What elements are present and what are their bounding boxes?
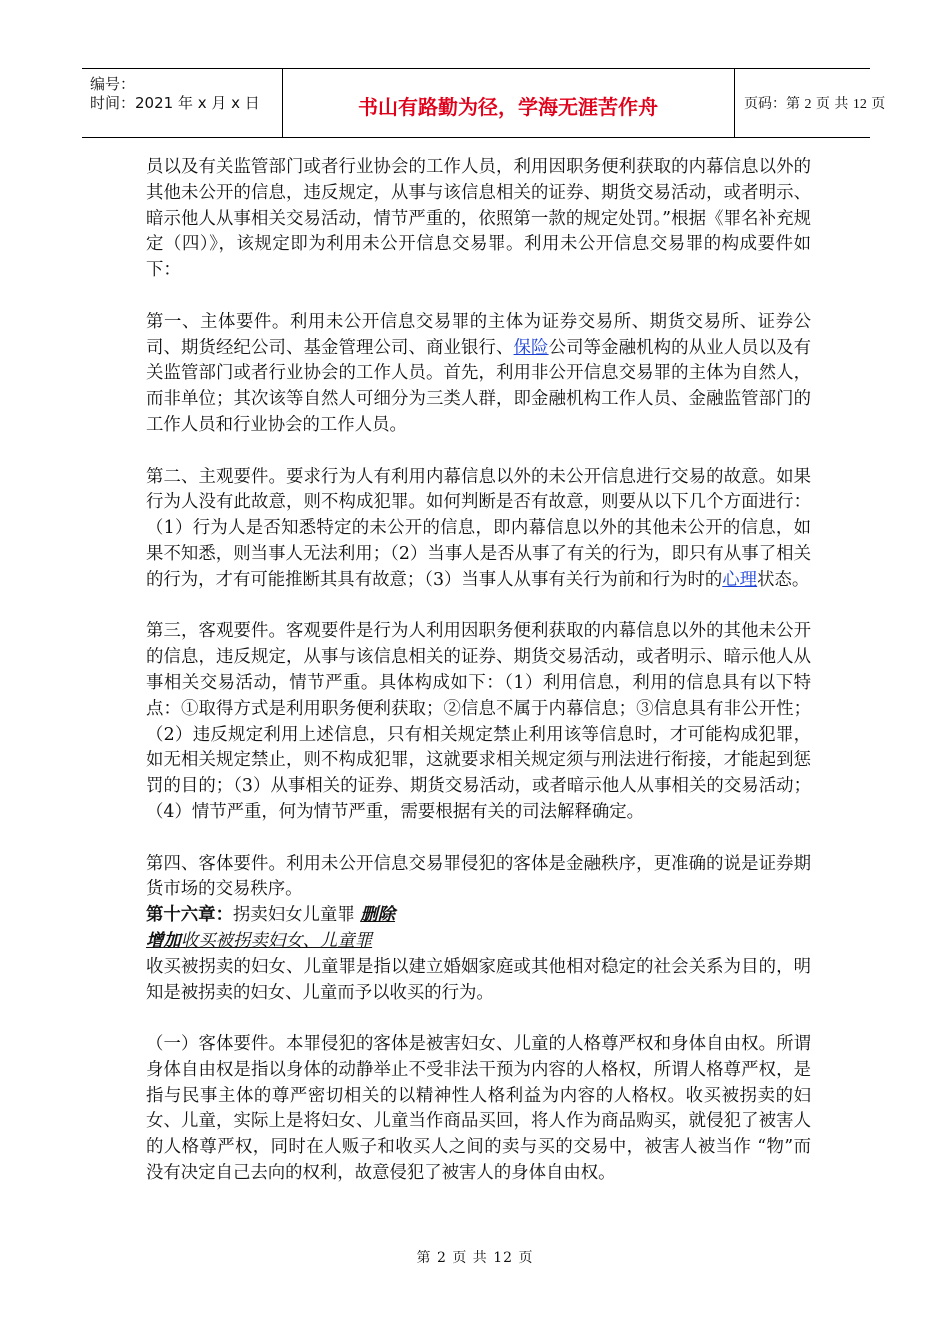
footer-prefix: 第 [416, 1250, 432, 1266]
link-insurance[interactable]: 保险 [513, 337, 549, 358]
add-mark: 增加 [146, 930, 181, 951]
paragraph-subject-text-b: 公司等金融机构的从业人员以及有关监管部门或者行业协会的工作人员。首先，利用非公开信息交易罪的主体为自然人，而非单位；其次该等自然人可细分为三类人群，即金融机构工作人员、金融监管部门的工作人员和行业协会的工作人员。 [146, 337, 811, 435]
page-prefix: 页码：第 [744, 96, 800, 112]
document-number-label: 编号： [90, 75, 136, 93]
footer-suffix: 页 [518, 1250, 534, 1266]
page-mid: 页 共 [815, 96, 849, 112]
header-motto: 书山有路勤为径，学海无涯苦作舟 [358, 95, 658, 119]
footer-current: 2 [436, 1250, 447, 1266]
footer-total: 12 [493, 1250, 514, 1266]
link-psychology[interactable]: 心理 [722, 569, 758, 590]
page-footer [0, 1247, 950, 1267]
header-page-number [744, 93, 885, 113]
paragraph-subjective-text-b: 状态。 [757, 569, 810, 590]
page-suffix: 页 [871, 96, 886, 112]
paragraph-object-element: （一）客体要件。本罪侵犯的客体是被害妇女、儿童的人格尊严权和身体自由权。所谓身体自由权是指以身体的动静举止不受非法干预为内容的人格权，所谓人格尊严权，是指与民事主体的尊严密切相关的以精神性人格利益为内容的人格权。收买被拐卖的妇女、儿童，实际上是将妇女、儿童当作商品买回，将人作为商品购买，就侵犯了被害人的人格尊严权，同时在人贩子和收买人之间的卖与买的交易中，被害人被当作 “物”而没有决定自己去向的权利，故意侵犯了被害人的身体自由权。 [146, 1034, 811, 1184]
page-total: 12 [852, 97, 867, 112]
header-table [82, 68, 886, 138]
header-page-cell [734, 69, 886, 137]
paragraph-subject-text-a: 第一、主体要件。利用未公开信息交易罪的主体为证券交易所、期货交易所、证券公司、期货经纪公司、基金管理公司、商业银行、 [146, 311, 811, 358]
paragraph-subjective [146, 465, 811, 594]
paragraph-subjective-text-a: 第二、主观要件。要求行为人有利用内幕信息以外的未公开信息进行交易的故意。如果行为人没有此故意，则不构成犯罪。如何判断是否有故意，则要从以下几个方面进行：（1）行为人是否知悉特定的未公开的信息，即内幕信息以外的其他未公开的信息，如果不知悉，则当事人无法利用；（2）当事人是否从事了有关的行为，即只有从事了相关的行为，才有可能推断其具有故意；（3）当事人从事有关行为前和行为时的 [146, 466, 811, 590]
chapter-delete-mark: 删除 [360, 905, 396, 926]
paragraph-definition: 收买被拐卖的妇女、儿童罪是指以建立婚姻家庭或其他相对稳定的社会关系为目的，明知是被拐卖的妇女、儿童而予以收买的行为。 [146, 956, 811, 1003]
header-left-cell [82, 69, 283, 137]
paragraph-subject [146, 310, 811, 439]
chapter-title: 拐卖妇女儿童罪 [232, 905, 355, 926]
document-body [146, 155, 811, 1187]
chapter-heading [146, 903, 811, 929]
footer-mid: 页 共 [452, 1250, 488, 1266]
paragraph-object: 第四、客体要件。利用未公开信息交易罪侵犯的客体是金融秩序，更准确的说是证券期货市场的交易秩序。 [146, 853, 811, 900]
chapter-add-line [146, 929, 811, 955]
header-motto-cell [282, 69, 735, 137]
added-crime-title: 收买被拐卖妇女、儿童罪 [180, 930, 373, 951]
paragraph-1: 员以及有关监管部门或者行业协会的工作人员，利用因职务便利获取的内幕信息以外的其他未公开的信息，违反规定，从事与该信息相关的证券、期货交易活动，或者明示、暗示他人从事相关交易活动，情节严重的，依照第一款的规定处罚。”根据《罪名补充规定（四）》，该规定即为利用未公开信息交易罪。利用未公开信息交易罪的构成要件如下： [146, 157, 811, 281]
document-time-label: 时间：2021 年 x 月 x 日 [90, 94, 260, 112]
chapter-number: 第十六章： [146, 905, 233, 926]
paragraph-objective: 第三，客观要件。客观要件是行为人利用因职务便利获取的内幕信息以外的其他未公开的信息，违反规定，从事与该信息相关的证券、期货交易活动，或者明示、暗示他人从事相关交易活动，情节严重。具体构成如下：（1）利用信息，利用的信息具有以下特点：①取得方式是利用职务便利获取；②信息不属于内幕信息；③信息具有非公开性；（2）违反规定利用上述信息，只有相关规定禁止利用该等信息时，才可能构成犯罪，如无相关规定禁止，则不构成犯罪，这就要求相关规定须与刑法进行衔接，才能起到惩罚的目的；（3）从事相关的证券、期货交易活动，或者暗示他人从事相关的交易活动；（4）情节严重，何为情节严重，需要根据有关的司法解释确定。 [146, 621, 811, 822]
page-current: 2 [804, 97, 812, 112]
